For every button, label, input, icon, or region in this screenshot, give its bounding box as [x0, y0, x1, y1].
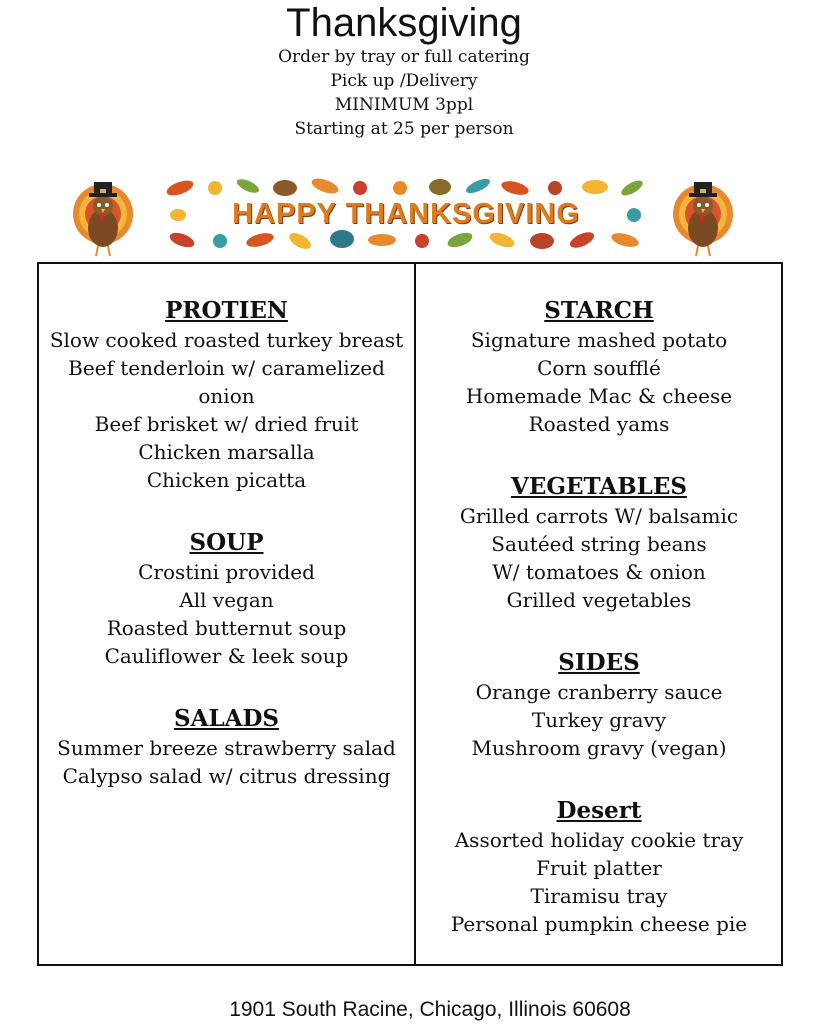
- happy-thanksgiving-banner: [160, 176, 652, 254]
- section-heading: VEGETABLES: [510, 473, 687, 500]
- menu-item: Orange cranberry sauce: [475, 680, 723, 704]
- section-sides: [416, 648, 782, 762]
- menu-item: Crostini provided: [138, 560, 315, 584]
- menu-item: Corn soufflé: [537, 356, 661, 380]
- section-salads: [39, 704, 414, 790]
- price-info-line: Starting at 25 per person: [294, 119, 514, 139]
- section-heading: STARCH: [544, 297, 654, 324]
- menu-item: onion: [198, 384, 255, 408]
- menu-item: Roasted butternut soup: [106, 616, 347, 640]
- section-heading: Desert: [556, 797, 642, 824]
- section-heading: SALADS: [173, 705, 280, 732]
- turkey-icon: [670, 178, 736, 258]
- menu-item: W/ tomatoes & onion: [492, 560, 706, 584]
- section-desert: [416, 796, 782, 938]
- menu-item: Slow cooked roasted turkey breast: [49, 328, 404, 352]
- footer-address: 1901 South Racine, Chicago, Illinois 60608: [229, 998, 631, 1021]
- minimum-info-line: MINIMUM 3ppl: [334, 95, 474, 115]
- pickup-info-line: Pick up /Delivery: [330, 71, 478, 91]
- menu-item: All vegan: [179, 588, 274, 612]
- section-vegetables: [416, 472, 782, 614]
- menu-item: Fruit platter: [536, 856, 662, 880]
- menu-left-column: [39, 296, 414, 824]
- menu-item: Beef tenderloin w/ caramelized: [68, 356, 385, 380]
- menu-item: Tiramisu tray: [530, 884, 668, 908]
- menu-item: Turkey gravy: [531, 708, 667, 732]
- page-title: Thanksgiving: [286, 1, 522, 45]
- menu-item: Assorted holiday cookie tray: [454, 828, 744, 852]
- section-heading: SIDES: [558, 649, 640, 676]
- menu-item: Calypso salad w/ citrus dressing: [62, 764, 391, 788]
- section-heading: PROTIEN: [165, 297, 288, 324]
- menu-item: Chicken picatta: [146, 468, 307, 492]
- menu-item: Roasted yams: [528, 412, 670, 436]
- menu-item: Cauliflower & leek soup: [104, 644, 349, 668]
- menu-item: Sautéed string beans: [491, 532, 707, 556]
- menu-right-column: [416, 296, 782, 972]
- section-heading: SOUP: [189, 529, 264, 556]
- menu-item: Personal pumpkin cheese pie: [450, 912, 748, 936]
- section-protein: [39, 296, 414, 494]
- menu-item: Grilled carrots W/ balsamic: [459, 504, 739, 528]
- order-info-line: Order by tray or full catering: [278, 47, 530, 67]
- menu-item: Mushroom gravy (vegan): [471, 736, 727, 760]
- menu-item: Grilled vegetables: [506, 588, 692, 612]
- menu-item: Signature mashed potato: [470, 328, 728, 352]
- menu-item: Beef brisket w/ dried fruit: [94, 412, 359, 436]
- menu-item: Homemade Mac & cheese: [465, 384, 733, 408]
- menu-item: Summer breeze strawberry salad: [57, 736, 396, 760]
- menu-item: Chicken marsalla: [138, 440, 315, 464]
- turkey-icon: [70, 178, 136, 258]
- section-soup: [39, 528, 414, 670]
- section-starch: [416, 296, 782, 438]
- banner-title: HAPPY THANKSGIVING: [232, 198, 580, 230]
